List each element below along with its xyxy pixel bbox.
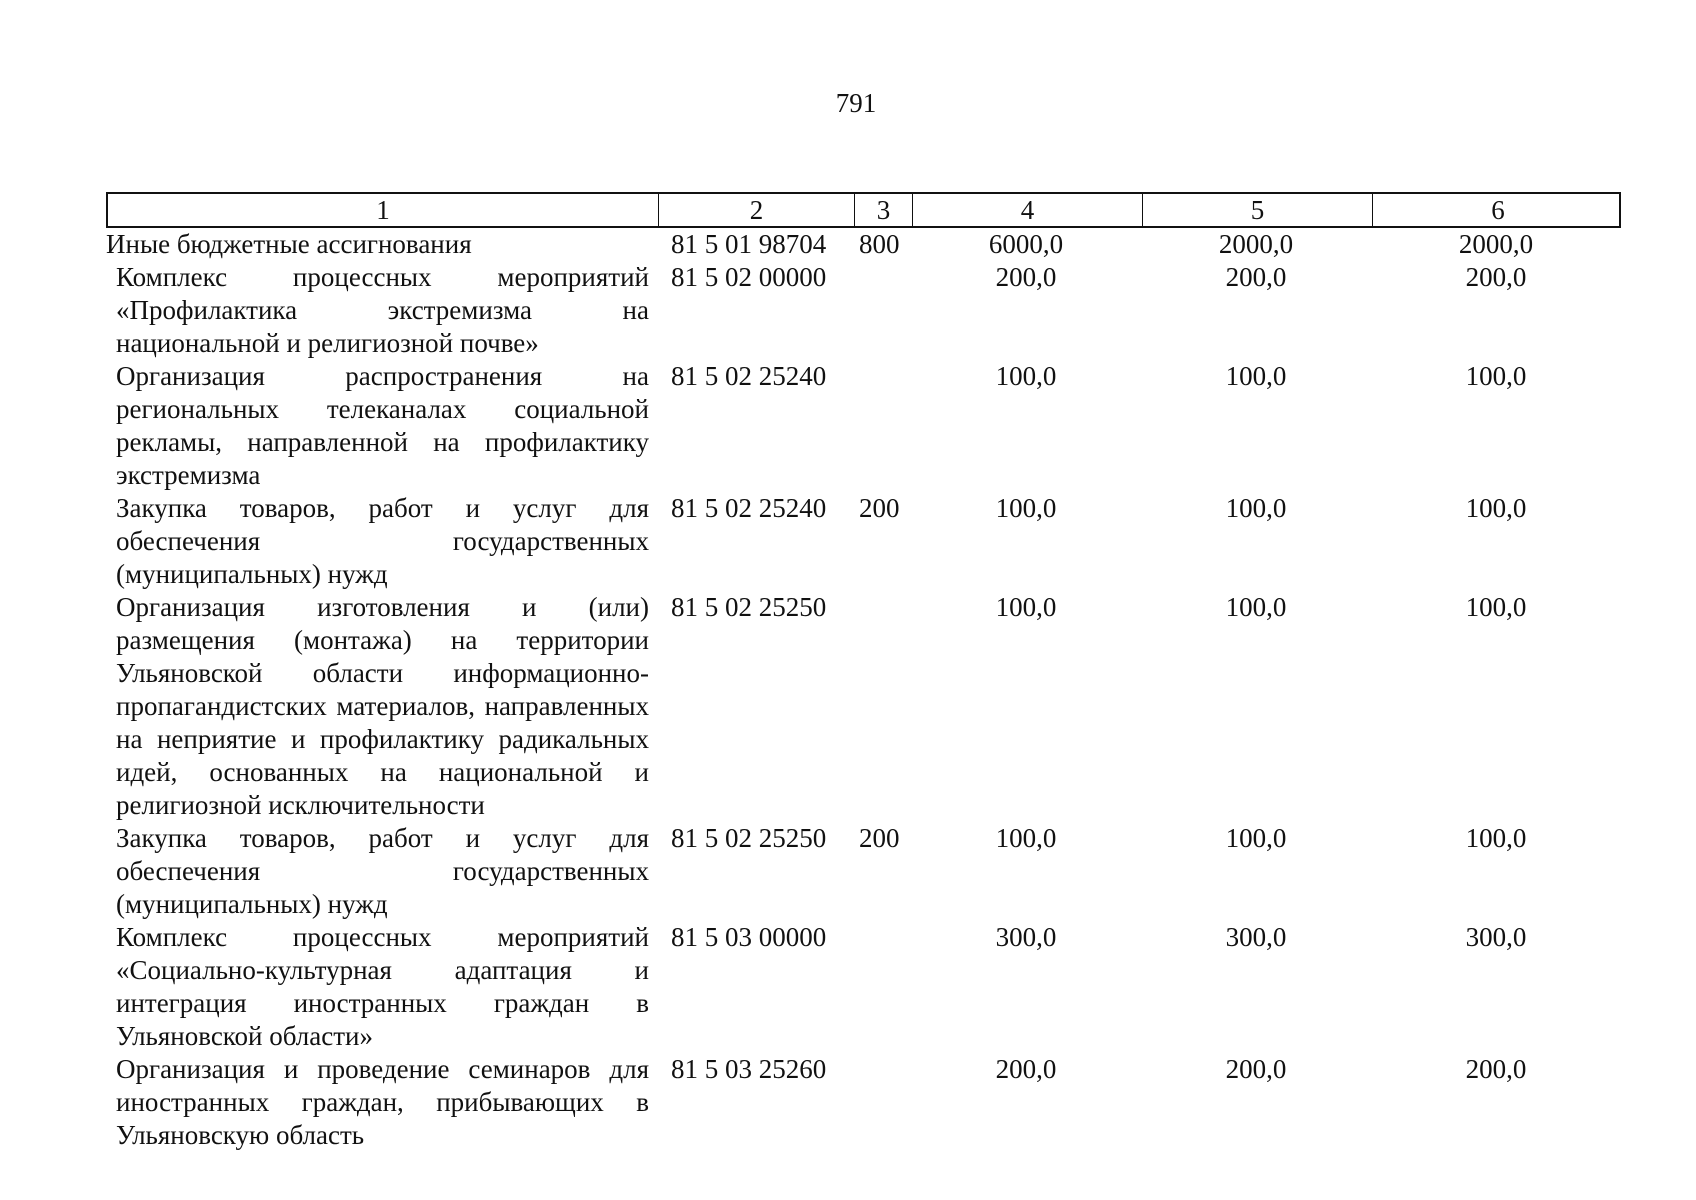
row-value-col6: 2000,0 — [1458, 229, 1534, 259]
row-value-col5: 100,0 — [1225, 823, 1287, 853]
table-row — [106, 261, 1621, 360]
row-value-col4: 100,0 — [995, 592, 1057, 622]
row-code: 81 5 02 25250 — [671, 823, 827, 853]
header-cell-3: 3 — [855, 194, 913, 226]
row-value-col4: 6000,0 — [988, 229, 1064, 259]
row-value-col5: 300,0 — [1225, 922, 1287, 952]
header-cell-2: 2 — [659, 194, 855, 226]
row-name: Организация распространения на региональных телеканалах социальной рекламы, направленной на профилактику экстремизма — [116, 361, 649, 490]
row-name: Комплекс процессных мероприятий «Социально-культурная адаптация и интеграция иностранных граждан в Ульяновской области» — [116, 922, 649, 1051]
table-row — [106, 591, 1621, 822]
row-expense-type: 200 — [859, 823, 900, 853]
row-value-col6: 200,0 — [1465, 1054, 1527, 1084]
row-name: Организация и проведение семинаров для иностранных граждан, прибывающих в Ульяновскую область — [116, 1054, 649, 1150]
row-name: Комплекс процессных мероприятий «Профилактика экстремизма на национальной и религиозной почве» — [116, 262, 649, 358]
row-expense-type — [853, 1053, 911, 1152]
row-value-col4: 100,0 — [995, 361, 1057, 391]
row-value-col5: 200,0 — [1225, 262, 1287, 292]
row-expense-type — [853, 921, 911, 1053]
row-value-col4: 300,0 — [995, 922, 1057, 952]
row-name: Закупка товаров, работ и услуг для обеспечения государственных (муниципальных) нужд — [116, 823, 649, 919]
page-number: 791 — [835, 88, 877, 118]
row-value-col6: 100,0 — [1465, 361, 1527, 391]
row-value-col5: 2000,0 — [1218, 229, 1294, 259]
row-value-col6: 100,0 — [1465, 493, 1527, 523]
row-value-col6: 100,0 — [1465, 592, 1527, 622]
row-value-col5: 100,0 — [1225, 361, 1287, 391]
table-row — [106, 1053, 1621, 1152]
row-code: 81 5 02 00000 — [671, 262, 827, 292]
row-value-col5: 200,0 — [1225, 1054, 1287, 1084]
table-row — [106, 921, 1621, 1053]
table-row — [106, 492, 1621, 591]
row-name: Закупка товаров, работ и услуг для обеспечения государственных (муниципальных) нужд — [116, 493, 649, 589]
table-row — [106, 360, 1621, 492]
row-expense-type — [853, 591, 911, 822]
row-value-col6: 100,0 — [1465, 823, 1527, 853]
row-code: 81 5 03 25260 — [671, 1054, 827, 1084]
budget-table — [106, 192, 1621, 1152]
row-code: 81 5 03 00000 — [671, 922, 827, 952]
row-expense-type: 800 — [859, 229, 900, 259]
row-value-col5: 100,0 — [1225, 493, 1287, 523]
header-cell-4: 4 — [913, 194, 1143, 226]
header-cell-5: 5 — [1143, 194, 1373, 226]
row-name: Иные бюджетные ассигнования — [106, 229, 472, 259]
table-header-row — [106, 192, 1621, 228]
row-code: 81 5 02 25250 — [671, 592, 827, 622]
row-value-col4: 100,0 — [995, 493, 1057, 523]
table-row — [106, 228, 1621, 261]
table-row — [106, 822, 1621, 921]
row-value-col4: 100,0 — [995, 823, 1057, 853]
row-code: 81 5 02 25240 — [671, 361, 827, 391]
row-value-col4: 200,0 — [995, 262, 1057, 292]
row-value-col6: 300,0 — [1465, 922, 1527, 952]
row-expense-type — [853, 261, 911, 360]
header-cell-1: 1 — [108, 194, 659, 226]
row-expense-type: 200 — [859, 493, 900, 523]
row-value-col5: 100,0 — [1225, 592, 1287, 622]
row-expense-type — [853, 360, 911, 492]
row-code: 81 5 01 98704 — [671, 229, 827, 259]
row-name: Организация изготовления и (или) размещения (монтажа) на территории Ульяновской области информационно-пропагандистских материалов, направленных на неприятие и профилактику радикальных идей, основанных на национальной и религиозной исключительности — [116, 592, 649, 820]
header-cell-6: 6 — [1491, 194, 1505, 225]
row-value-col6: 200,0 — [1465, 262, 1527, 292]
row-value-col4: 200,0 — [995, 1054, 1057, 1084]
row-code: 81 5 02 25240 — [671, 493, 827, 523]
